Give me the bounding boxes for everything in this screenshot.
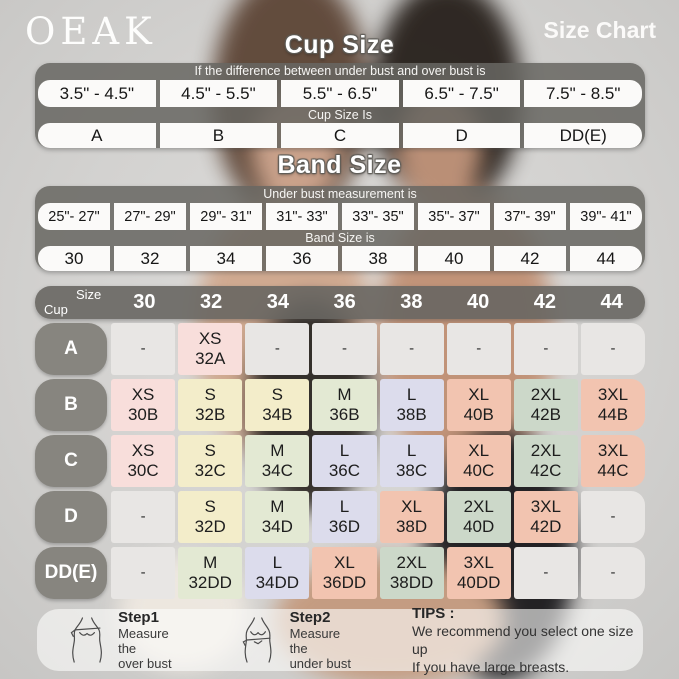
cell-code-label: 38C xyxy=(395,461,428,480)
cell-size-label: 2XL xyxy=(463,497,494,516)
matrix-cell-empty: - xyxy=(380,323,444,375)
matrix-cell-42d xyxy=(514,491,578,543)
matrix-cell-34c xyxy=(245,435,309,487)
matrix-cell-empty: - xyxy=(514,323,578,375)
cup-range-cell: 4.5" - 5.5" xyxy=(160,80,278,107)
cup-range-cell: 6.5" - 7.5" xyxy=(403,80,521,107)
band-size-table xyxy=(35,186,645,271)
cell-code-label: 30C xyxy=(127,461,159,480)
cell-size-label: L xyxy=(406,441,417,460)
band-size-title: Band Size xyxy=(277,151,402,179)
band-range-cell: 31"- 33" xyxy=(266,203,338,230)
matrix-cell-empty: - xyxy=(581,547,645,599)
band-range-cell: 27"- 29" xyxy=(114,203,186,230)
band-range-cell: 25"- 27" xyxy=(38,203,110,230)
band-range-cell: 37"- 39" xyxy=(494,203,566,230)
band-ranges-row xyxy=(38,203,642,230)
cup-ranges-row xyxy=(38,80,642,107)
cell-size-label: XS xyxy=(131,385,155,404)
cell-size-label: M xyxy=(270,441,285,460)
cup-range-cell: 3.5" - 4.5" xyxy=(38,80,156,107)
brand-logo: OEAK xyxy=(25,10,157,53)
matrix-cell-empty: - xyxy=(447,323,511,375)
matrix-cell-34d xyxy=(245,491,309,543)
matrix-cup-label-d: D xyxy=(35,491,107,543)
cell-size-label: XL xyxy=(468,441,490,460)
tips-block xyxy=(412,605,643,676)
matrix-cup-label-b: B xyxy=(35,379,107,431)
matrix-column-header-42: 42 xyxy=(533,291,556,313)
matrix-cells-row-d xyxy=(111,491,645,543)
cell-size-label: 3XL xyxy=(597,441,629,460)
matrix-cell-38dd xyxy=(380,547,444,599)
cell-size-label: 3XL xyxy=(597,385,629,404)
step1-title: Step1 xyxy=(118,609,159,626)
cell-size-label: XS xyxy=(131,441,155,460)
matrix-cell-36d xyxy=(312,491,376,543)
matrix-cell-34dd xyxy=(245,547,309,599)
band-result-label: Band Size is xyxy=(305,231,375,245)
matrix-cell-empty: - xyxy=(581,323,645,375)
matrix-cells-row-c xyxy=(111,435,645,487)
cell-code-label: 42B xyxy=(530,405,561,424)
cup-letter-cell: D xyxy=(403,123,521,148)
band-number-cell: 34 xyxy=(190,246,262,271)
step1-text xyxy=(118,609,184,671)
matrix-row-c xyxy=(35,435,645,487)
cup-letter-cell: C xyxy=(281,123,399,148)
matrix-row-dde xyxy=(35,547,645,599)
cup-range-cell: 7.5" - 8.5" xyxy=(524,80,642,107)
band-range-cell: 33"- 35" xyxy=(342,203,414,230)
cell-size-label: S xyxy=(204,385,216,404)
cell-code-label: 38DD xyxy=(389,573,434,592)
matrix-cell-empty: - xyxy=(312,323,376,375)
step2-desc-line1: Measure the xyxy=(289,626,341,656)
cell-code-label: 30B xyxy=(127,405,159,424)
cell-code-label: 42D xyxy=(530,517,562,536)
cup-letter-cell: B xyxy=(160,123,278,148)
matrix-column-header-40: 40 xyxy=(467,291,490,313)
cell-code-label: 36B xyxy=(329,405,360,424)
matrix-column-header-38: 38 xyxy=(400,291,423,313)
band-number-cell: 36 xyxy=(266,246,338,271)
cell-code-label: 32B xyxy=(195,405,226,424)
matrix-cup-label-c: C xyxy=(35,435,107,487)
cell-size-label: XL xyxy=(401,497,422,516)
cell-code-label: 34DD xyxy=(255,573,300,592)
matrix-cell-36dd xyxy=(312,547,376,599)
measure-guide-bar xyxy=(37,604,643,675)
cell-code-label: 32A xyxy=(195,349,226,368)
matrix-cells-row-b xyxy=(111,379,645,431)
cell-size-label: M xyxy=(337,385,352,404)
matrix-cells-row-dde xyxy=(111,547,645,599)
cell-size-label: S xyxy=(204,497,216,516)
matrix-cells-row-a xyxy=(111,323,645,375)
cell-code-label: 38D xyxy=(395,517,428,536)
matrix-header-bar xyxy=(35,286,645,319)
matrix-cell-40b xyxy=(447,379,511,431)
under-bust-measure-icon xyxy=(236,614,280,666)
step2-block xyxy=(236,609,355,671)
cup-condition-label: If the difference between under bust and over bust is xyxy=(194,64,486,78)
matrix-cell-empty: - xyxy=(514,547,578,599)
cell-size-label: S xyxy=(271,385,283,404)
cell-size-label: 2XL xyxy=(530,441,561,460)
matrix-cup-label-a: A xyxy=(35,323,107,375)
cell-size-label: L xyxy=(339,497,350,516)
matrix-cell-38c xyxy=(380,435,444,487)
matrix-corner-cell xyxy=(35,286,111,319)
matrix-column-header-30: 30 xyxy=(133,291,156,313)
matrix-column-header-34: 34 xyxy=(266,291,289,313)
cell-code-label: 42C xyxy=(530,461,562,480)
matrix-cell-32c xyxy=(178,435,242,487)
cell-size-label: 2XL xyxy=(530,385,561,404)
matrix-row-d xyxy=(35,491,645,543)
cell-code-label: 32C xyxy=(194,461,226,480)
matrix-cell-44b xyxy=(581,379,645,431)
cell-size-label: 3XL xyxy=(463,553,494,572)
matrix-cell-30b xyxy=(111,379,175,431)
band-numbers-row xyxy=(38,246,642,271)
cell-code-label: 34D xyxy=(261,517,293,536)
cell-code-label: 44B xyxy=(597,405,629,424)
step1-block xyxy=(65,609,184,671)
matrix-cell-40dd xyxy=(447,547,511,599)
cell-size-label: 2XL xyxy=(396,553,427,572)
matrix-cell-empty: - xyxy=(111,323,175,375)
matrix-cell-38d xyxy=(380,491,444,543)
tips-line2: If you have large breasts. xyxy=(411,658,570,675)
cell-code-label: 34C xyxy=(261,461,293,480)
corner-cup-label: Cup xyxy=(44,302,68,317)
cell-size-label: M xyxy=(203,553,218,572)
matrix-cell-36b xyxy=(312,379,376,431)
cell-code-label: 38B xyxy=(396,405,427,424)
step1-desc-line2: over bust xyxy=(118,656,172,671)
cup-letter-cell: A xyxy=(38,123,156,148)
band-number-cell: 44 xyxy=(570,246,642,271)
matrix-cell-38b xyxy=(380,379,444,431)
matrix-cell-32dd xyxy=(178,547,242,599)
matrix-cell-32b xyxy=(178,379,242,431)
cell-size-label: XL xyxy=(468,385,490,404)
cell-code-label: 40B xyxy=(463,405,494,424)
cell-code-label: 44C xyxy=(597,461,629,480)
cup-size-title: Cup Size xyxy=(284,31,395,59)
matrix-cell-40d xyxy=(447,491,511,543)
band-number-cell: 38 xyxy=(342,246,414,271)
matrix-cell-42b xyxy=(514,379,578,431)
band-number-cell: 42 xyxy=(494,246,566,271)
band-number-cell: 40 xyxy=(418,246,490,271)
cup-range-cell: 5.5" - 6.5" xyxy=(281,80,399,107)
cell-size-label: M xyxy=(270,497,285,516)
cell-size-label: S xyxy=(204,441,216,460)
matrix-cell-32a xyxy=(178,323,242,375)
step2-desc-line2: under bust xyxy=(289,656,351,671)
cell-code-label: 32D xyxy=(194,517,226,536)
matrix-column-headers xyxy=(111,286,645,319)
tips-title: TIPS : xyxy=(411,604,455,622)
page-title: Size Chart xyxy=(543,17,656,43)
band-range-cell: 39"- 41" xyxy=(570,203,642,230)
matrix-cell-empty: - xyxy=(581,491,645,543)
cup-letter-cell: DD(E) xyxy=(524,123,642,148)
band-condition-label: Under bust measurement is xyxy=(263,187,417,201)
band-range-cell: 35"- 37" xyxy=(418,203,490,230)
cell-code-label: 36C xyxy=(328,461,361,480)
cell-size-label: L xyxy=(406,385,417,404)
matrix-row-a xyxy=(35,323,645,375)
cell-size-label: XS xyxy=(198,329,222,348)
matrix-cell-empty: - xyxy=(245,323,309,375)
step2-title: Step2 xyxy=(289,609,331,626)
corner-size-label: Size xyxy=(76,287,102,302)
matrix-column-header-36: 36 xyxy=(333,291,356,313)
cup-result-label: Cup Size Is xyxy=(308,108,372,122)
tips-line1: We recommend you select one size up xyxy=(411,622,634,657)
matrix-column-header-44: 44 xyxy=(600,291,623,313)
cell-size-label: XL xyxy=(334,553,355,572)
cell-code-label: 36D xyxy=(328,517,361,536)
cell-code-label: 34B xyxy=(262,405,293,424)
cell-size-label: L xyxy=(272,553,283,572)
cell-code-label: 32DD xyxy=(188,573,232,592)
band-range-cell: 29"- 31" xyxy=(190,203,262,230)
cup-letters-row xyxy=(38,123,642,148)
step2-text xyxy=(290,609,356,671)
cell-code-label: 36DD xyxy=(322,573,367,592)
matrix-cell-42c xyxy=(514,435,578,487)
step1-desc-line1: Measure the xyxy=(118,626,169,656)
band-number-cell: 32 xyxy=(114,246,186,271)
over-bust-measure-icon xyxy=(65,614,109,666)
matrix-cell-30c xyxy=(111,435,175,487)
matrix-column-header-32: 32 xyxy=(200,291,223,313)
cup-size-table xyxy=(35,63,645,148)
matrix-cell-empty: - xyxy=(111,491,175,543)
matrix-cell-32d xyxy=(178,491,242,543)
cell-size-label: 3XL xyxy=(530,497,561,516)
cell-code-label: 40D xyxy=(463,517,495,536)
band-number-cell: 30 xyxy=(38,246,110,271)
cell-code-label: 40DD xyxy=(456,573,501,592)
matrix-cup-label-dde: DD(E) xyxy=(35,547,107,599)
cell-code-label: 40C xyxy=(463,461,495,480)
matrix-cell-44c xyxy=(581,435,645,487)
matrix-cell-40c xyxy=(447,435,511,487)
matrix-cell-empty: - xyxy=(111,547,175,599)
matrix-cell-36c xyxy=(312,435,376,487)
matrix-cell-34b xyxy=(245,379,309,431)
matrix-row-b xyxy=(35,379,645,431)
cell-size-label: L xyxy=(339,441,350,460)
